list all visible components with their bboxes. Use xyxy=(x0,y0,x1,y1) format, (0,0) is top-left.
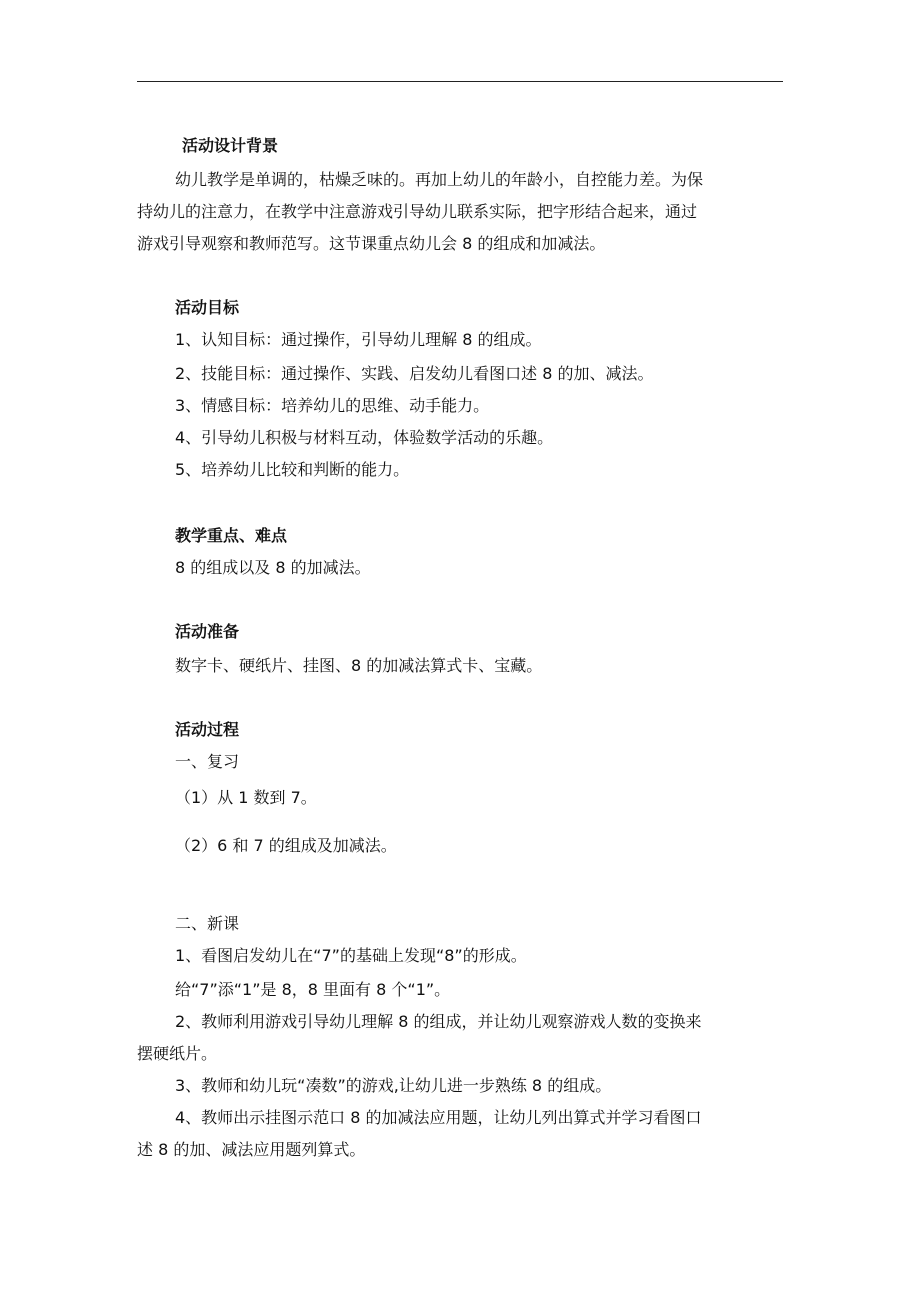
new-lesson-line-6: 4、教师出示挂图示范口 8 的加减法应用题，让幼儿列出算式并学习看图口 xyxy=(175,1108,702,1127)
new-lesson-title: 二、新课 xyxy=(175,914,240,933)
goals-heading: 活动目标 xyxy=(175,298,240,317)
goal-item-5: 5、培养幼儿比较和判断的能力。 xyxy=(175,460,410,479)
review-item-2: （2）6 和 7 的组成及加减法。 xyxy=(175,836,397,855)
preparation-heading: 活动准备 xyxy=(175,622,240,641)
preparation-text: 数字卡、硬纸片、挂图、8 的加减法算式卡、宝藏。 xyxy=(175,656,543,675)
goal-item-1: 1、认知目标：通过操作，引导幼儿理解 8 的组成。 xyxy=(175,330,542,349)
review-title: 一、复习 xyxy=(175,752,240,771)
new-lesson-line-4: 摆硬纸片。 xyxy=(137,1044,218,1063)
new-lesson-line-3: 2、教师利用游戏引导幼儿理解 8 的组成，并让幼儿观察游戏人数的变换来 xyxy=(175,1012,702,1031)
goal-item-3: 3、情感目标：培养幼儿的思维、动手能力。 xyxy=(175,396,490,415)
header-rule xyxy=(137,81,783,82)
new-lesson-line-5: 3、教师和幼儿玩“凑数”的游戏,让幼儿进一步熟练 8 的组成。 xyxy=(175,1076,612,1095)
new-lesson-line-1: 1、看图启发幼儿在“7”的基础上发现“8”的形成。 xyxy=(175,946,527,965)
background-line-2: 持幼儿的注意力，在教学中注意游戏引导幼儿联系实际，把字形结合起来，通过 xyxy=(137,202,698,221)
background-heading: 活动设计背景 xyxy=(182,136,279,155)
goal-item-2: 2、技能目标：通过操作、实践、启发幼儿看图口述 8 的加、减法。 xyxy=(175,364,654,383)
new-lesson-line-2: 给“7”添“1”是 8，8 里面有 8 个“1”。 xyxy=(175,980,451,999)
goal-item-4: 4、引导幼儿积极与材料互动，体验数学活动的乐趣。 xyxy=(175,428,554,447)
key-points-heading: 教学重点、难点 xyxy=(175,526,288,545)
review-item-1: （1）从 1 数到 7。 xyxy=(175,788,317,807)
new-lesson-line-7: 述 8 的加、减法应用题列算式。 xyxy=(137,1140,366,1159)
key-points-text: 8 的组成以及 8 的加减法。 xyxy=(175,558,371,577)
background-line-1: 幼儿教学是单调的，枯燥乏味的。再加上幼儿的年龄小，自控能力差。为保 xyxy=(175,170,704,189)
process-heading: 活动过程 xyxy=(175,720,240,739)
background-line-3: 游戏引导观察和教师范写。这节课重点幼儿会 8 的组成和加减法。 xyxy=(137,234,606,253)
